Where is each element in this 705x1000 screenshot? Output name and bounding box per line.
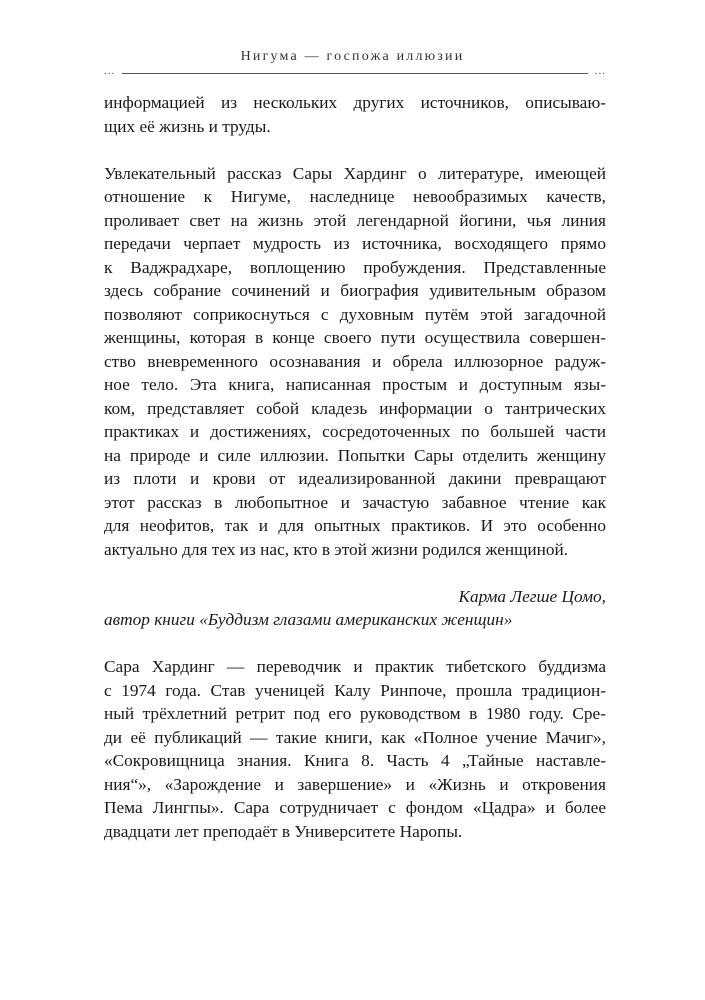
running-head: Нигума — госпожа иллюзии xyxy=(240,49,465,64)
header-rule xyxy=(104,66,606,82)
text-line: ния“», «Зарождение и завершение» и «Жизнь и откровения xyxy=(104,774,606,794)
text-line: «Сокровищница знания. Книга 8. Часть 4 „Тайные наставле- xyxy=(104,751,606,770)
text-line: актуально для тех из нас, кто в этой жизни родился женщиной. xyxy=(104,539,569,559)
text-line: отношение к Нигуме, наследнице невообразимых качеств, xyxy=(104,187,606,206)
text-line: из плоти и крови от идеализированной дакини превращают xyxy=(104,469,606,488)
paragraph-review xyxy=(104,162,606,562)
review-attribution xyxy=(104,585,606,632)
text-line: Пема Лингпы». Сара сотрудничает с фондом «Цадра» и более xyxy=(104,798,606,817)
text-line: ком, представляет собой кладезь информации о тантрических xyxy=(104,398,606,418)
text-line: проливает свет на жизнь этой легендарной йогини, чья линия xyxy=(104,210,606,230)
text-line: ство вневременного осознавания и обрела иллюзорное радуж- xyxy=(104,351,606,371)
text-line: женщины, которая в конце своего пути осуществила совершен- xyxy=(104,328,606,347)
text-line: щих её жизнь и труды. xyxy=(104,116,271,136)
text-line: передачи черпает мудрость из источника, восходящего прямо xyxy=(104,234,606,253)
text-line: автор книги «Буддизм глазами американских женщин» xyxy=(104,610,513,629)
text-line: Увлекательный рассказ Сары Хардинг о литературе, имеющей xyxy=(104,163,606,183)
paragraph-continuation xyxy=(104,91,606,138)
page-body xyxy=(104,91,606,843)
text-line: двадцати лет преподаёт в Университете Наропы. xyxy=(104,821,463,841)
text-line: позволяют соприкоснуться с духовным путём этой загадочной xyxy=(104,304,606,324)
paragraph-author-bio xyxy=(104,655,606,843)
text-line: Сара Хардинг — переводчик и практик тибетского буддизма xyxy=(104,657,606,676)
text-line: на природе и силе иллюзии. Попытки Сары отделить женщину xyxy=(104,445,606,465)
header-rule-dots-left: ... xyxy=(104,65,116,77)
paragraph-gap xyxy=(104,561,606,585)
text-line: для неофитов, так и для опытных практиков. И это особенно xyxy=(104,516,606,535)
text-line: здесь собрание сочинений и биография удивительным образом xyxy=(104,281,606,300)
paragraph-gap xyxy=(104,632,606,656)
header-rule-dots-right: ... xyxy=(594,65,606,77)
text-line: этот рассказ в любопытное и зачастую забавное чтение как xyxy=(104,492,606,512)
text-line: ди её публикаций — такие книги, как «Полное учение Мачиг», xyxy=(104,727,606,747)
text-line: ный трёхлетний ретрит под его руководством в 1980 году. Сре- xyxy=(104,704,606,723)
text-line: с 1974 года. Став ученицей Калу Ринпоче, прошла традицион- xyxy=(104,680,606,700)
text-line: ное тело. Эта книга, написанная простым и доступным язы- xyxy=(104,375,606,394)
text-line: Карма Легше Цомо, xyxy=(458,586,606,606)
text-line: к Ваджрадхаре, воплощению пробуждения. Представленные xyxy=(104,257,606,277)
text-line: практиках и достижениях, сосредоточенных по большей части xyxy=(104,422,606,441)
header-rule-line xyxy=(122,73,588,74)
text-line: информацией из нескольких других источников, описываю- xyxy=(104,93,606,112)
paragraph-gap xyxy=(104,138,606,162)
